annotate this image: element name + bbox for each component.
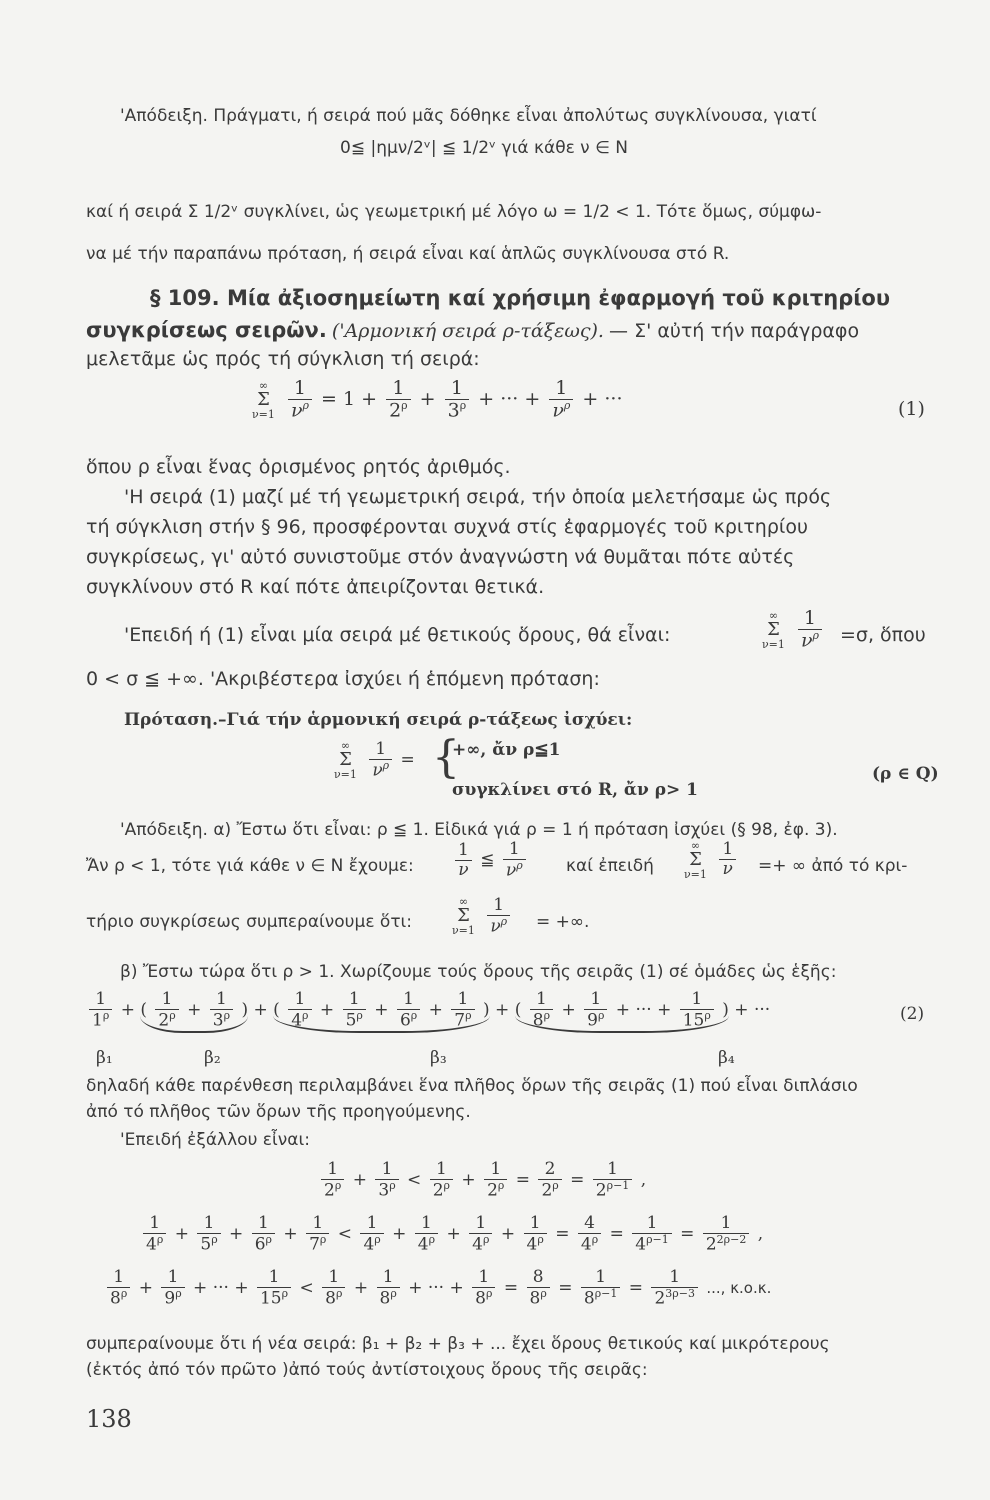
frac-1-3rho: $\frac{1}{3^\rho}$ xyxy=(445,378,470,422)
frac-1-nu-rho: $\frac{1}{\nu^\rho}$ xyxy=(487,896,510,937)
proof2-a3: τήριο συγκρίσεως συμπεραίνουμε ὅτι: xyxy=(86,912,413,932)
frac-1-nu-rho: $\frac{1}{\nu^\rho}$ xyxy=(288,378,312,422)
proof2-a2-sum xyxy=(680,840,739,880)
proof2-b1: β) Ἔστω τώρα ὅτι ρ > 1. Χωρίζουμε τούς ὅρους τῆς σειρᾶς (1) σέ ὁμάδες ὡς ἑξῆς: xyxy=(120,962,837,982)
sum-symbol: ∞ Σ ν=1 xyxy=(452,895,475,938)
proposition-label: Πρόταση.–Γιά τήν ἁρμονική σειρά ρ-τάξεως ἰσχύει: xyxy=(124,710,633,730)
proof2-a3-sum xyxy=(448,896,513,937)
frac-1-nu: $\frac{1}{\nu}$ xyxy=(719,840,736,879)
brace-icon: { xyxy=(432,732,460,783)
equation-2-label: (2) xyxy=(900,1004,925,1024)
proposition-sum: ∞ Σ ν=1 $\frac{1}{\nu^\rho}$ = xyxy=(334,739,415,782)
sum-symbol: ∞ Σ ν=1 xyxy=(252,379,275,422)
group-4: ( $\frac{1}{8^\rho}$ + $\frac{1}{9^\rho}$ + ··· + $\frac{1}{15^\rho}$ ) xyxy=(515,990,729,1033)
para-6: 0 < σ ≦ +∞. 'Ακριβέστερα ἰσχύει ή ἑπόμενη πρόταση: xyxy=(86,668,600,690)
ineq-row-2: $\frac{1}{4^\rho}$ + $\frac{1}{5^\rho}$ + $\frac{1}{6^\rho}$ + $\frac{1}{7^\rho}$ < $\frac{1}{4^\rho}$ + $\frac{1}{4^\rho}$ + $\frac{1}{4^\rho}$ + $\frac{1}{4^\rho}$ = $\frac{4}{4^\rho}$ = $\frac{1}{4^{\rho-1}}$ = $\frac{1}{2^{2\rho-2}}$ , xyxy=(140,1214,763,1255)
equation-1-label: (1) xyxy=(898,398,925,420)
frac-1-2rho: $\frac{1}{2^\rho}$ xyxy=(386,378,411,422)
frac-1-nu-rho: $\frac{1}{\nu^\rho}$ xyxy=(369,740,392,781)
proof1-intro: 'Απόδειξη. Πράγματι, ή σειρά πού μᾶς δόθηκε εἶναι ἀπολύτως συγκλίνουσα, γιατί xyxy=(120,106,817,126)
para-1: 'Η σειρά (1) μαζί μέ τή γεωμετρική σειρά, τήν ὁποία μελετήσαμε ὡς πρός xyxy=(124,486,832,508)
section-title: Μία ἀξιοσημείωτη καί χρήσιμη ἐφαρμογή τοῦ κριτηρίου xyxy=(226,286,891,310)
section-intro2: μελετᾶμε ὡς πρός τή σύγκλιση τή σειρά: xyxy=(86,348,480,370)
section-title-italic: ('Αρμονική σειρά ρ-τάξεως). xyxy=(331,320,604,342)
group-label-2: β₂ xyxy=(204,1048,221,1068)
ineq-text: 0≦ |ημν/2ᵛ| ≦ 1/2ᵛ γιά κάθε ν ∈ N xyxy=(340,138,629,158)
para-2: τή σύγκλιση στήν § 96, προσφέρονται συχνά στίς ἐφαρμογές τοῦ κριτηρίου xyxy=(86,516,808,538)
ineq-row-3: $\frac{1}{8^\rho}$ + $\frac{1}{9^\rho}$ + ··· + $\frac{1}{15^\rho}$ < $\frac{1}{8^\rho}$ + $\frac{1}{8^\rho}$ + ··· + $\frac{1}{8^\rho}$ = $\frac{8}{8^\rho}$ = $\frac{1}{8^{\rho-1}}$ = $\frac{1}{2^{3\rho-3}}$ ..., κ.ο.κ. xyxy=(104,1268,771,1309)
proof2-c1: δηλαδή κάθε παρένθεση περιλαμβάνει ἕνα πλῆθος ὅρων τῆς σειρᾶς (1) πού εἶναι διπλάσιο xyxy=(86,1076,858,1096)
proof1-inequality xyxy=(340,138,628,158)
para-4: συγκλίνουν στό R καί πότε ἀπειρίζονται θετικά. xyxy=(86,576,545,598)
sum-symbol: ∞ Σ ν=1 xyxy=(762,609,785,652)
group-2: ( $\frac{1}{2^\rho}$ + $\frac{1}{3^\rho}$ ) xyxy=(140,990,248,1033)
frac-term-1: $\frac{1}{1^\rho}$ xyxy=(89,990,112,1031)
proof2-c2: ἀπό τό πλῆθος τῶν ὅρων τῆς προηγούμενης. xyxy=(86,1102,471,1122)
frac-1-nu-rho: $\frac{1}{\nu^\rho}$ xyxy=(798,608,822,652)
para-3: συγκρίσεως, γι' αὐτό συνιστοῦμε στόν ἀναγνώστη νά θυμᾶται πότε αὐτές xyxy=(86,546,795,568)
frac-1-nu-rho: $\frac{1}{\nu^\rho}$ xyxy=(503,840,526,881)
section-intro-rest: — Σ' αὐτή τήν παράγραφο xyxy=(609,320,860,342)
frac-1-nu: $\frac{1}{\nu}$ xyxy=(455,841,472,880)
group-label-4: β₄ xyxy=(718,1048,735,1068)
section-heading-line2 xyxy=(86,318,859,342)
proof2-c3: 'Επειδή ἐξάλλου εἶναι: xyxy=(120,1130,310,1150)
section-heading xyxy=(150,286,890,310)
where-text: ὅπου ρ εἶναι ἕνας ὁρισμένος ρητός ἀριθμός. xyxy=(86,456,511,478)
proof2-a3-end: = +∞. xyxy=(536,912,590,932)
ineq-row-1: $\frac{1}{2^\rho}$ + $\frac{1}{3^\rho}$ < $\frac{1}{2^\rho}$ + $\frac{1}{2^\rho}$ = $\frac{2}{2^\rho}$ = $\frac{1}{2^{\rho-1}}$ , xyxy=(318,1160,646,1201)
equation-2: $\frac{1}{1^\rho}$ + ( $\frac{1}{2^\rho}$ + $\frac{1}{3^\rho}$ ) + ( $\frac{1}{4^\rho}$ + $\frac{1}{5^\rho}$ + $\frac{1}{6^\rho}$ + $\frac{1}{7^\rho}$ ) + ( $\frac{1}{8^\rho}$ + $\frac{1}{9^\rho}$ + ··· + $\frac{1}{15^\rho}$ ) + ··· xyxy=(86,990,770,1033)
section-number: § 109. xyxy=(150,286,220,310)
equation-1: ∞ Σ ν=1 $\frac{1}{\nu^\rho}$ = 1 + $\frac{1}{2^\rho}$ + $\frac{1}{3^\rho}$ + ··· + $\frac{1}{\nu^\rho}$ + ··· xyxy=(252,377,623,422)
proof1-line2: καί ή σειρά Σ 1/2ᵛ συγκλίνει, ὡς γεωμετρική μέ λόγο ω = 1/2 < 1. Τότε ὅμως, σύμφω- xyxy=(86,202,822,222)
proof1-line3: να μέ τήν παραπάνω πρόταση, ή σειρά εἶναι καί ἁπλῶς συγκλίνουσα στό R. xyxy=(86,244,730,264)
proof2-a2-start: Ἄν ρ < 1, τότε γιά κάθε ν ∈ N ἔχουμε: xyxy=(86,856,414,876)
proposition-case1: +∞, ἄν ρ≦1 xyxy=(452,740,561,760)
sum-symbol: ∞ Σ ν=1 xyxy=(684,839,707,881)
group-label-1: β₁ xyxy=(96,1048,113,1068)
proof2-d1: συμπεραίνουμε ὅτι ή νέα σειρά: β₁ + β₂ + β₃ + ... ἔχει ὅρους θετικούς καί μικρότερους xyxy=(86,1334,830,1354)
proof2-a2-end: =+ ∞ ἀπό τό κρι- xyxy=(758,856,908,876)
section-title2: συγκρίσεως σειρῶν. xyxy=(86,318,327,342)
proposition-case2: συγκλίνει στό R, ἄν ρ> 1 xyxy=(452,780,699,800)
proof2-d2: (ἐκτός ἀπό τόν πρῶτο )ἀπό τούς ἀντίστοιχους ὅρους τῆς σειρᾶς: xyxy=(86,1360,648,1380)
sum-symbol: ∞ Σ ν=1 xyxy=(334,739,357,782)
group-label-3: β₃ xyxy=(430,1048,447,1068)
page-number: 138 xyxy=(86,1405,132,1433)
proof2-a2-mid: καί ἐπειδή xyxy=(566,856,654,876)
group-3: ( $\frac{1}{4^\rho}$ + $\frac{1}{5^\rho}$ + $\frac{1}{6^\rho}$ + $\frac{1}{7^\rho}$ ) xyxy=(273,990,489,1033)
proof2-a2-math: $\frac{1}{\nu}$ ≦ $\frac{1}{\nu^\rho}$ xyxy=(452,840,529,881)
kok-text: ..., κ.ο.κ. xyxy=(706,1278,772,1297)
para-5-end: =σ, ὅπου xyxy=(840,624,926,646)
para-5: 'Επειδή ή (1) εἶναι μία σειρά μέ θετικούς ὅρους, θά εἶναι: xyxy=(124,624,671,646)
frac-1-nurho: $\frac{1}{\nu^\rho}$ xyxy=(549,378,573,422)
proof2-a1: 'Απόδειξη. α) Ἔστω ὅτι εἶναι: ρ ≦ 1. Εἰδικά γιά ρ = 1 ή πρόταση ἰσχύει (§ 98, ἐφ. 3). xyxy=(120,820,838,840)
proposition-condition: (ρ ∈ Q) xyxy=(872,764,939,784)
para-5-sum xyxy=(758,608,825,652)
